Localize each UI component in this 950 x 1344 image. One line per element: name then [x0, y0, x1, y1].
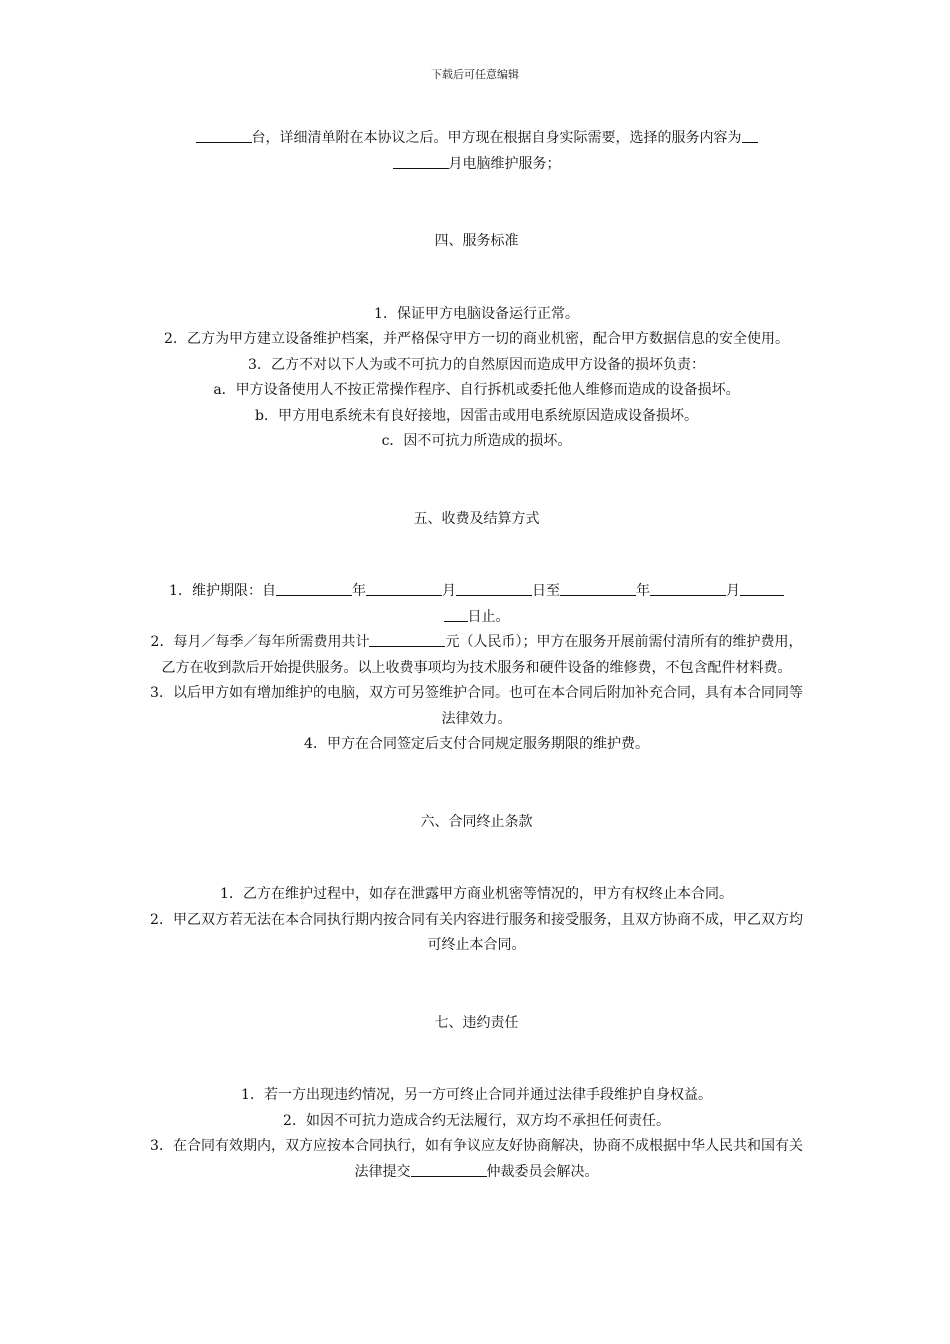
- section-4-item-c: c．因不可抗力所造成的损坏。: [381, 433, 572, 449]
- section-4-item-b: b．甲方用电系统未有良好接地，因雷击或用电系统原因造成设备损坏。: [255, 407, 698, 424]
- term-month-label-2: 月: [725, 583, 740, 599]
- section-5-item-4: 4．甲方在合同签定后支付合同规定服务期限的维护费。: [304, 736, 649, 752]
- section-4-item-2: 2．乙方为甲方建立设备维护档案，并严格保守甲方一切的商业机密，配合甲方数据信息的安全使用。: [164, 331, 789, 347]
- intro-text-2: 月电脑维护服务；: [448, 155, 561, 172]
- blank-fee-amount[interactable]: [369, 632, 445, 647]
- section-5-item-3: 3．以后甲方如有增加维护的电脑，双方可另签维护合同。也可在本合同后附加补充合同，具有本合同同等法律效力。: [150, 685, 803, 727]
- blank-field-count[interactable]: [196, 128, 252, 143]
- arbitration-suffix: 仲裁委员会解决。: [486, 1163, 599, 1180]
- section-5-title: 五、收费及结算方式: [413, 510, 540, 527]
- section-4-title: 四、服务标准: [434, 233, 519, 249]
- blank-end-month[interactable]: [650, 581, 726, 596]
- fee-suffix: 元（人民币）；甲方在服务开展前需付清所有的维护费用，乙方在收到款后开始提供服务。以上收费事项均为技术服务和硬件设备的维修费，不包含配件材料费。: [161, 634, 803, 676]
- blank-start-year[interactable]: [276, 581, 352, 596]
- section-5-item-2: [145, 630, 808, 681]
- blank-field-service-a[interactable]: [742, 128, 758, 143]
- blank-end-day-b[interactable]: [444, 607, 468, 622]
- section-7-item-1: 1．若一方出现违约情况，另一方可终止合同并通过法律手段维护自身权益。: [241, 1087, 712, 1103]
- blank-start-month[interactable]: [366, 581, 442, 596]
- blank-end-day-a[interactable]: [740, 581, 784, 596]
- section-4-item-3: 3．乙方不对以下人为或不可抗力的自然原因而造成甲方设备的损坏负责：: [248, 356, 705, 373]
- term-month-label: 月: [441, 583, 456, 599]
- section-4-item-1: 1．保证甲方电脑设备运行正常。: [374, 305, 579, 322]
- section-5-item-1: [145, 579, 808, 630]
- section-6-item-1: 1．乙方在维护过程中，如存在泄露甲方商业机密等情况的，甲方有权终止本合同。: [220, 886, 733, 902]
- section-6-title: 六、合同终止条款: [420, 813, 533, 830]
- term-suffix: 日止。: [467, 608, 510, 625]
- section-4-item-a: a．甲方设备使用人不按正常操作程序、自行拆机或委托他人维修而造成的设备损坏。: [213, 382, 740, 398]
- term-day-label: 日至: [531, 583, 560, 599]
- term-prefix: 1．维护期限：自: [169, 583, 276, 599]
- term-year-label-2: 年: [635, 583, 650, 599]
- blank-field-service-b[interactable]: [393, 154, 449, 169]
- section-7-item-2: 2．如因不可抗力造成合约无法履行，双方均不承担任何责任。: [283, 1112, 670, 1129]
- page-header: 下载后可任意编辑: [431, 68, 519, 81]
- fee-prefix: 2．每月／每季／每年所需费用共计: [150, 634, 370, 650]
- arbitration-prefix: 3．在合同有效期内，双方应按本合同执行，如有争议应友好协商解决，协商不成根据中华人民共和国有关法律提交: [150, 1138, 803, 1180]
- document-body: [145, 126, 808, 1185]
- intro-text-1: 台，详细清单附在本协议之后。甲方现在根据自身实际需要，选择的服务内容为: [251, 130, 742, 146]
- blank-end-year[interactable]: [560, 581, 636, 596]
- section-6-item-2: 2．甲乙双方若无法在本合同执行期内按合同有关内容进行服务和接受服务，且双方协商不成，甲乙双方均可终止本合同。: [150, 911, 803, 953]
- blank-arbitration-body[interactable]: [411, 1162, 487, 1177]
- intro-paragraph: [145, 126, 808, 177]
- term-year-label: 年: [351, 583, 366, 599]
- section-7-item-3: [145, 1134, 808, 1185]
- blank-start-day[interactable]: [456, 581, 532, 596]
- section-7-title: 七、违约责任: [434, 1014, 519, 1031]
